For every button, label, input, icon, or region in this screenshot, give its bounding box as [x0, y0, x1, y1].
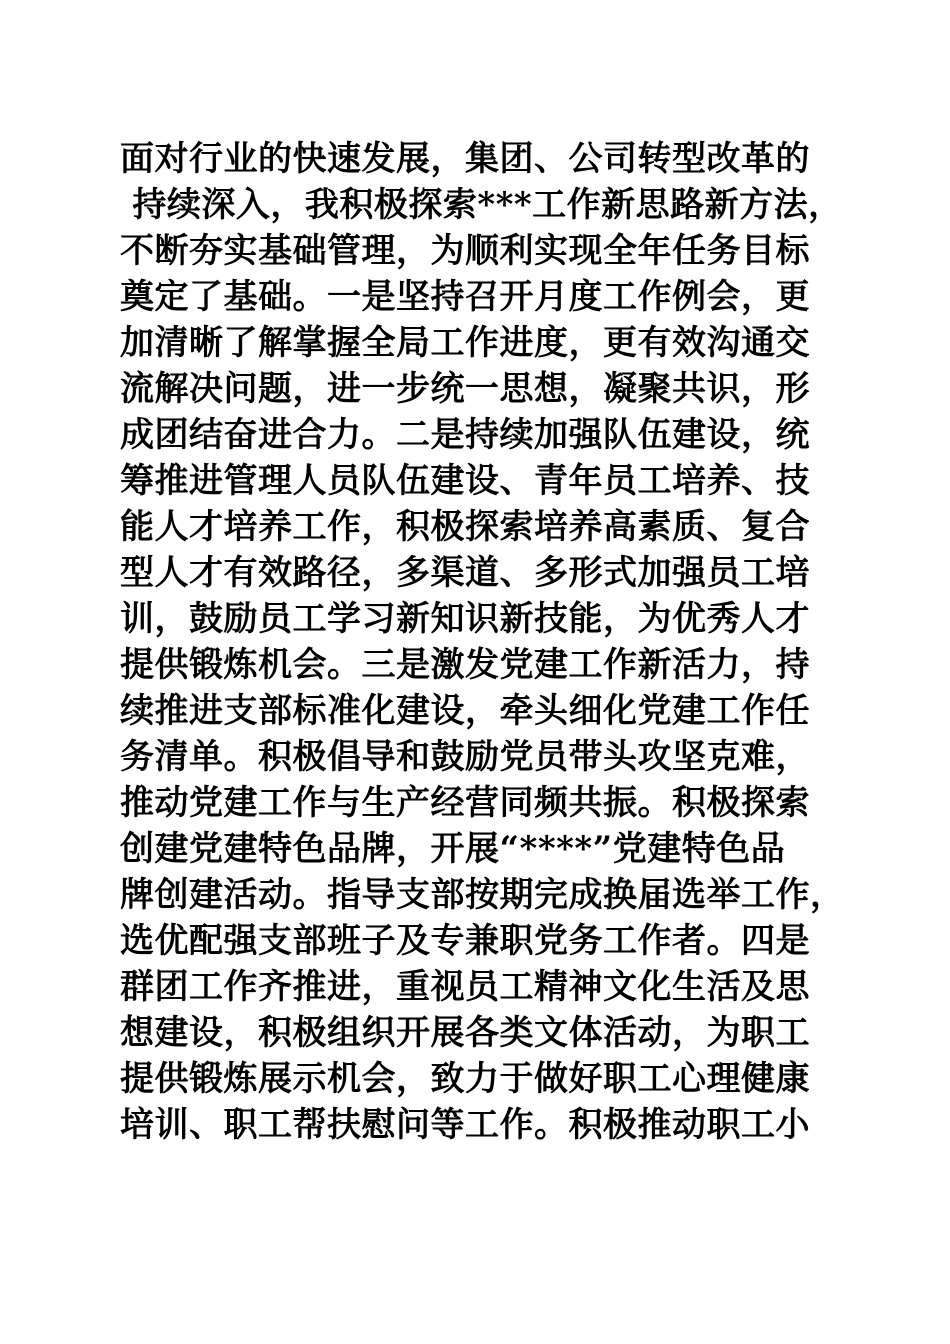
- text-line: 提供锻炼机会。三是激发党建工作新活力，持: [120, 645, 810, 685]
- text-line: 持续深入，我积极探索***工作新思路新方法，: [120, 185, 843, 225]
- text-line: 群团工作齐推进，重视员工精神文化生活及思: [120, 967, 810, 1007]
- text-line: 创建党建特色品牌，开展“****”党建特色品: [120, 829, 786, 869]
- text-line: 推动党建工作与生产经营同频共振。积极探索: [120, 783, 810, 823]
- text-line: 能人才培养工作，积极探索培养高素质、复合: [120, 507, 810, 547]
- text-line: 续推进支部标准化建设，牵头细化党建工作任: [120, 691, 810, 731]
- text-line: 提供锻炼展示机会，致力于做好职工心理健康: [120, 1059, 810, 1099]
- text-line: 型人才有效路径，多渠道、多形式加强员工培: [120, 553, 810, 593]
- text-line: 奠定了基础。一是坚持召开月度工作例会，更: [120, 277, 810, 317]
- text-line: 筹推进管理人员队伍建设、青年员工培养、技: [120, 461, 810, 501]
- text-line: 牌创建活动。指导支部按期完成换届选举工作，: [120, 875, 845, 915]
- text-line: 流解决问题，进一步统一思想，凝聚共识，形: [120, 369, 810, 409]
- text-line: 面对行业的快速发展，集团、公司转型改革的: [120, 139, 810, 179]
- text-line: 选优配强支部班子及专兼职党务工作者。四是: [120, 921, 810, 961]
- text-line: 加清晰了解掌握全局工作进度，更有效沟通交: [120, 323, 810, 363]
- text-line: 务清单。积极倡导和鼓励党员带头攻坚克难，: [120, 737, 810, 777]
- text-line: 训，鼓励员工学习新知识新技能，为优秀人才: [120, 599, 810, 639]
- text-line: 培训、职工帮扶慰问等工作。积极推动职工小: [120, 1105, 810, 1145]
- text-line: 成团结奋进合力。二是持续加强队伍建设，统: [120, 415, 810, 455]
- body-paragraph: [120, 136, 845, 1148]
- text-line: 不断夯实基础管理，为顺利实现全年任务目标: [120, 231, 810, 271]
- text-line: 想建设，积极组织开展各类文体活动，为职工: [120, 1013, 810, 1053]
